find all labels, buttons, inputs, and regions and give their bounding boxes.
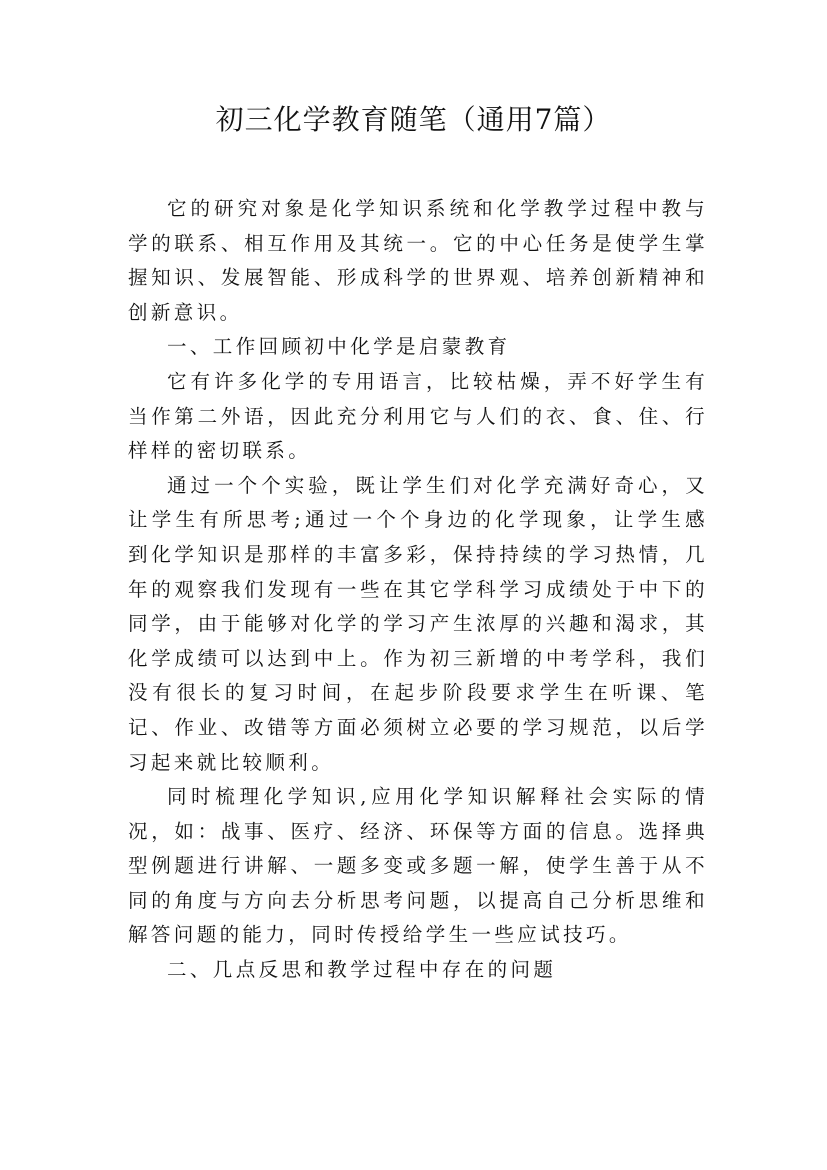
- paragraph-knowledge: 同时梳理化学知识,应用化学知识解释社会实际的情况，如：战事、医疗、经济、环保等方面的信息。选择典型例题进行讲解、一题多变或多题一解，使学生善于从不同的角度与方向去分析思考问题，以提高自己分析思维和解答问题的能力，同时传授给学生一些应试技巧。: [128, 785, 708, 947]
- paragraph-intro: 它的研究对象是化学知识系统和化学教学过程中教与学的联系、相互作用及其统一。它的中心任务是使学生掌握知识、发展智能、形成科学的世界观、培养创新精神和创新意识。: [128, 197, 708, 324]
- paragraph-language: 它有许多化学的专用语言，比较枯燥，弄不好学生有当作第二外语，因此充分利用它与人们的衣、食、住、行样样的密切联系。: [128, 369, 708, 463]
- document-body: [128, 192, 708, 988]
- section-heading-reflection: 二、几点反思和教学过程中存在的问题: [167, 958, 557, 982]
- paragraph-experiments: 通过一个个实验，既让学生们对化学充满好奇心，又让学生有所思考;通过一个个身边的化学现象，让学生感到化学知识是那样的丰富多彩，保持持续的学习热情，几年的观察我们发现有一些在其它学科学习成绩处于中下的同学，由于能够对化学的学习产生浓厚的兴趣和渴求，其化学成绩可以达到中上。作为初三新增的中考学科，我们没有很长的复习时间，在起步阶段要求学生在听课、笔记、作业、改错等方面必须树立必要的学习规范，以后学习起来就比较顺利。: [128, 473, 708, 774]
- section-heading-review: 一、工作回顾初中化学是启蒙教育: [167, 335, 511, 359]
- document-title: 初三化学教育随笔（通用7篇）: [215, 103, 612, 136]
